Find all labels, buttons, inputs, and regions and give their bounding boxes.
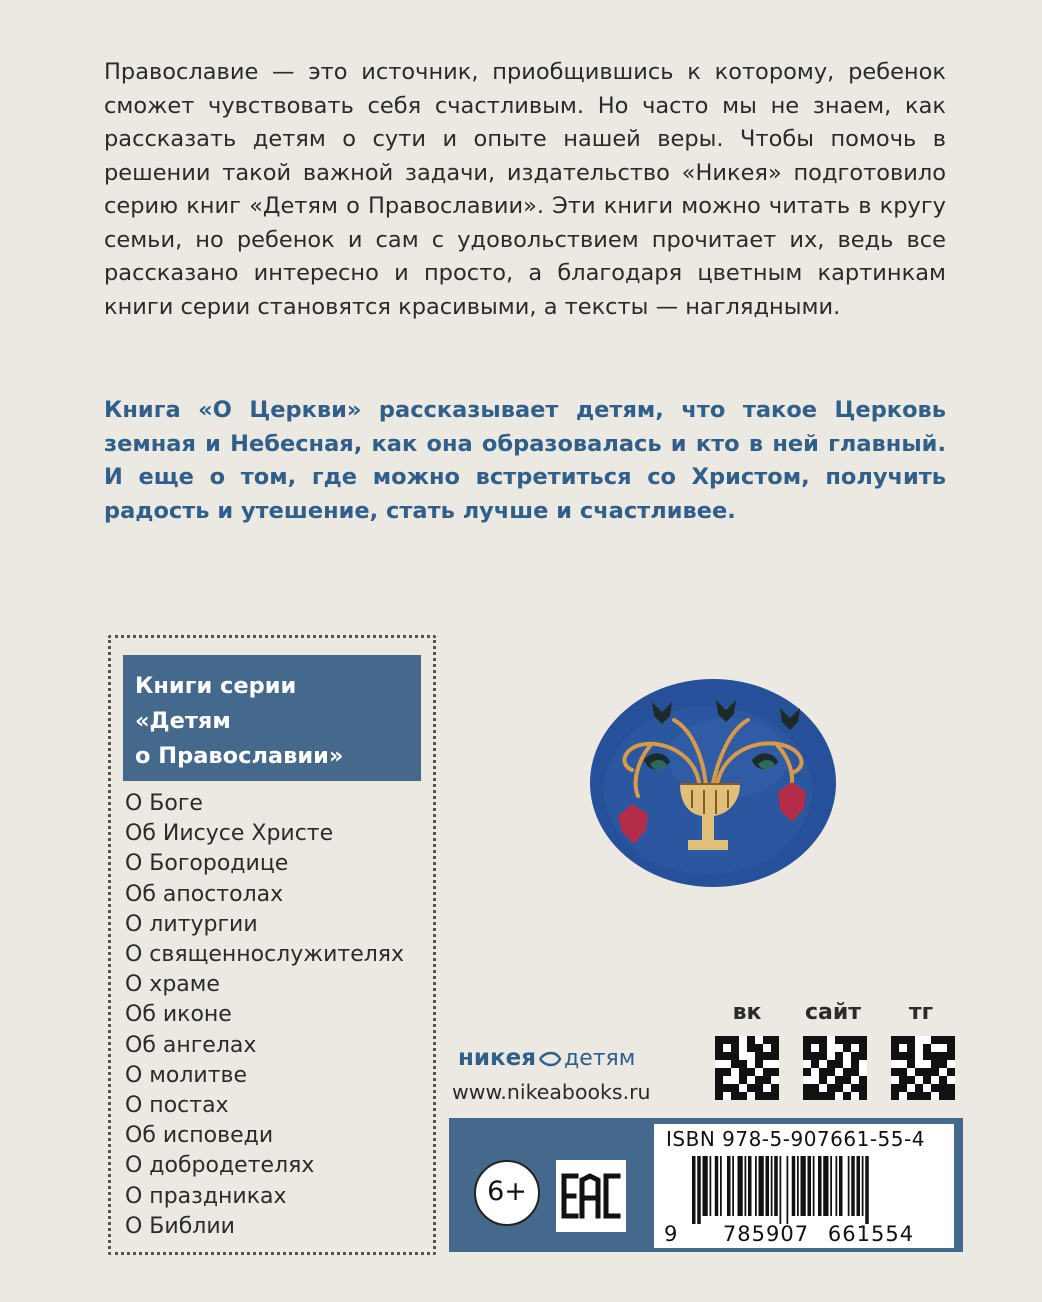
list-item: Об исповеди	[125, 1123, 274, 1149]
barcode-group-2: 661554	[827, 1222, 915, 1246]
publisher-website[interactable]: www.nikeabooks.ru	[452, 1080, 651, 1104]
series-heading-line: Книги серии	[135, 673, 297, 699]
series-heading-line: «Детям	[135, 708, 231, 734]
barcode-group-1: 785907	[722, 1222, 810, 1246]
list-item: О храме	[125, 972, 220, 998]
eac-mark-icon	[556, 1160, 626, 1232]
list-item: О добродетелях	[125, 1153, 315, 1179]
barcode-first-digit: 9	[664, 1222, 678, 1246]
list-item: О молитве	[125, 1062, 248, 1088]
list-item: О постах	[125, 1093, 229, 1119]
barcode	[654, 1124, 954, 1248]
chalice-vine-illustration	[588, 678, 838, 888]
brand-name: никея	[458, 1045, 536, 1071]
intro-paragraph: Православие — это источник, приобщившись к которому, ребенок сможет чувствовать себя счастливым. Но часто мы не знаем, как рассказать детям о сути и опыте нашей веры. Чтобы помочь в решении такой важной задачи, издательство «Никея» подготовило серию книг «Детям о Православии». Эти книги можно читать в кругу семьи, но ребенок и сам с удовольствием прочитает их, ведь все рассказано интересно и просто, а благодаря цветным картинкам книги серии становятся красивыми, а тексты — наглядными.	[104, 59, 946, 320]
brand-kids: детям	[563, 1046, 636, 1071]
barcode-area	[654, 1124, 954, 1248]
age-rating-badge: 6+	[474, 1160, 540, 1226]
publisher-logo	[458, 1045, 635, 1071]
qr-label-tg: тг	[908, 1000, 934, 1025]
qr-label-vk: вк	[732, 1000, 762, 1025]
list-item: О Боге	[125, 791, 203, 816]
list-item: О праздниках	[125, 1183, 287, 1209]
list-item: Об Иисусе Христе	[125, 821, 334, 847]
list-item: О Библии	[125, 1213, 235, 1239]
list-item: Об апостолах	[125, 881, 284, 907]
fish-swoosh-icon	[538, 1051, 562, 1067]
qr-code-site[interactable]	[803, 1036, 867, 1100]
list-item: Об иконе	[125, 1002, 232, 1028]
qr-label-site: сайт	[804, 1000, 862, 1025]
eac-certification-mark	[556, 1160, 626, 1232]
qr-code-tg[interactable]	[891, 1036, 955, 1100]
list-item: Об ангелах	[125, 1032, 257, 1058]
list-item: О священнослужителях	[125, 942, 405, 968]
list-item: О Богородице	[125, 851, 289, 877]
list-item: О литургии	[125, 911, 258, 937]
series-list	[125, 789, 404, 1242]
series-heading-line: о Православии»	[135, 743, 344, 769]
series-box	[108, 635, 436, 1255]
series-heading	[123, 655, 421, 781]
book-summary: Книга «О Церкви» рассказывает детям, что такое Церковь земная и Небесная, как она образовалась и кто в ней главный. И еще о том, где можно встретиться со Христом, получить радость и утешение, стать лучше и счастливее.	[104, 397, 946, 524]
isbn-number: ISBN 978-5-907661-55-4	[666, 1127, 925, 1151]
qr-code-vk[interactable]	[715, 1036, 779, 1100]
